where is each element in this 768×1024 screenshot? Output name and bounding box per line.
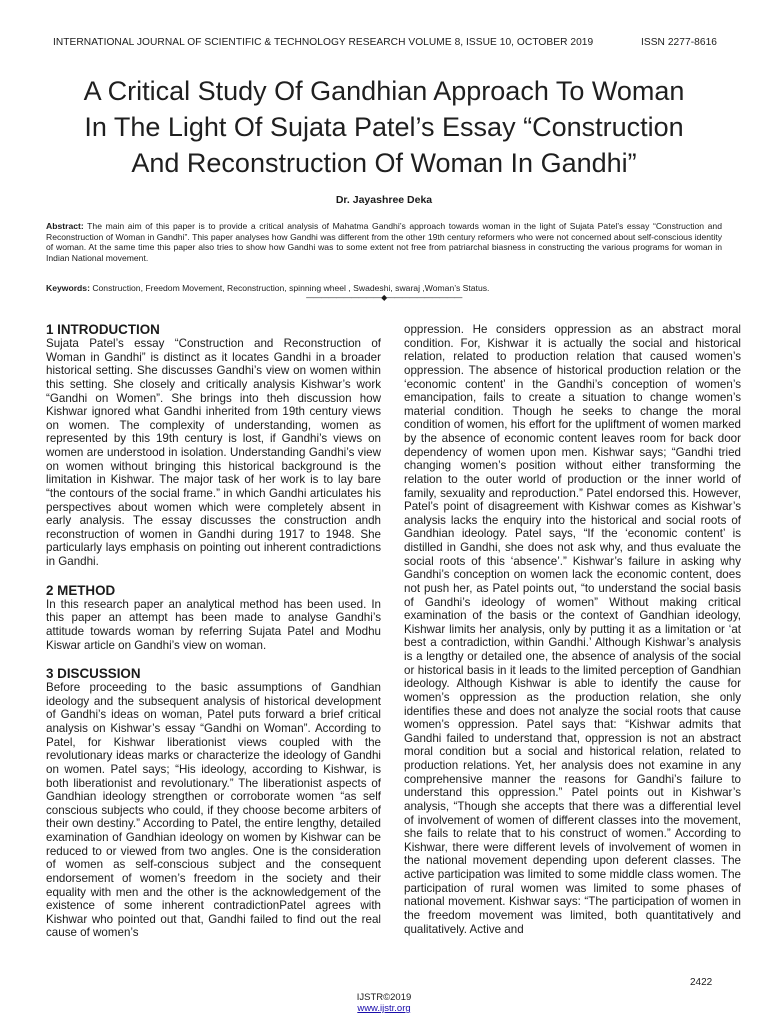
left-column <box>46 322 381 940</box>
introduction-heading: 1 INTRODUCTION <box>46 322 160 337</box>
paper-title <box>40 73 728 181</box>
title-line-2: In The Light Of Sujata Patel’s Essay “Construction <box>84 112 684 142</box>
keywords-text: Construction, Freedom Movement, Reconstruction, spinning wheel , Swadeshi, swaraj ,Woman’s Status. <box>89 283 490 293</box>
keywords-label: Keywords: <box>46 283 90 293</box>
discussion-text: Before proceeding to the basic assumptions of Gandhian ideology and the subsequent analysis of historical development of Gandhi’s ideas on woman, Patel puts forward a brief critical analysis on Kishwar’s essay “Gandhi on Woman”. According to Patel, for Kishwar liberationist views coupled with the revolutionary ideas marks or characterize the ideology of Gandhi on women. Patel says; “His ideology, according to Kishwar, is both liberationist and revolutionary.” The liberationist aspects of Gandhian ideology strengthen or corroborate women “as self conscious subjects who could, if they choose become arbiters of their own destiny.” According to Patel, the entire lengthy, detailed examination of Gandhian ideology on women by Kishwar can be reduced to or viewed from two angles. One is the consideration of women as self-conscious subject and the consequent endorsement of women’s freedom in the society and their equality with men and the other is the acknowledgement of the existence of some inherent contradictionPatel agrees with Kishwar who pointed out that, Gandhi failed to find out the real cause of women’s <box>46 681 381 940</box>
issn-label: ISSN 2277-8616 <box>640 37 717 48</box>
abstract-text: The main aim of this paper is to provide a critical analysis of Mahatma Gandhi’s approach towards woman in the light of Sujata Patel’s essay “Construction and Reconstruction of Woman in Gandhi”. This paper analyses how Gandhi was different from the other 19th century reformers who were not concerned about self-conscious identity of woman. At the same time this paper also tries to show how Gandhi was to some extent not free from patriarchal biasness in constructing the various programs for woman in Indian National movement. <box>46 221 722 263</box>
abstract-label: Abstract: <box>46 221 84 231</box>
copyright-text: IJSTR©2019 <box>356 992 412 1003</box>
page-number: 2422 <box>690 977 713 988</box>
keywords <box>46 283 722 293</box>
abstract <box>46 221 722 263</box>
title-line-1: A Critical Study Of Gandhian Approach To Woman <box>83 76 685 106</box>
section-divider: ——————————◆—————————— <box>306 293 462 302</box>
discussion-continued-text: oppression. He considers oppression as an abstract moral condition. For, Kishwar it is actually the social and historical relation, related to production relation that caused women’s oppression. The absence of historical production relation or the ‘economic content’ in the Gandhi’s conception of women’s emancipation, fails to create a situation to change women’s material condition. Though he seeks to change the moral condition of women, his effort for the upliftment of women marked by the absence of economic content leaves room for back door dependency of women upon men. Kishwar says; “Gandhi tried changing women’s position without either transforming the relation to the outer world of production or the inner world of family, sexuality and reproduction.” Patel endorsed this. However, Patel’s point of disagreement with Kishwar comes as Kishwar’s analysis lacks the enquiry into the historical and social roots of Gandhian ideology. Patel says, “If the ‘economic content’ is distilled in Gandhi, she does not ask why, and thus evaluate the social roots of this ‘absence’.” Kishwar’s failure in asking why Gandhi’s conception on women lack the economic content, does not push her, as Patel points out, “to understand the social basis of Gandhi’s ideology of women” Without making critical examination of the basis or the context of Gandhian ideology, Kishwar limits her analysis, only by putting it as a limitation or ‘at best a contradiction, within Gandhi.’ Although Kishwar’s analysis is a lengthy or detailed one, the absence of analysis of the social or historical basis in it leads to the limited perception of Gandhian ideology. Although Kishwar is able to identify the cause for women’s oppression as the production relation, she only identifies these and does not analyze the social roots that cause women’s oppression. Patel says that: “Kishwar admits that Gandhi failed to understand that, oppression is not an abstract moral condition but a social and historical relation, related to production relations. Yet, her analysis does not examine in any comprehensive manner the reasons for Gandhi’s failure to understand this oppression.” Patel points out in Kishwar’s analysis, “Though she accepts that there was a differential level of involvement of women of different classes into the movement, she fails to relate that to his construct of women.” According to Kishwar, there were different levels of involvement of women in the national movement depending upon deferent classes. The active participation was limited to some middle class women. The participation of rural women was limited to some phases of national movement. Kishwar says: “The participation of women in the freedom movement was limited, both quantitatively and qualitatively. Active and <box>404 323 741 936</box>
introduction-text: Sujata Patel’s essay “Construction and Reconstruction of Woman in Gandhi” is distinct as it locates Gandhi in a broader historical setting. She discusses Gandhi’s view on women within this setting. She closely and critically analysis Kishwar’s work “Gandhi on Women”. She brings into theh discussion how Kishwar ignored what Gandhi inherited from 19th century views on women. The complexity of understanding, women as represented by this 19th century is lost, if Gandhi’s views on women are understood in isolation. Understanding Gandhi’s view on women without bringing this historical background is the limitation in Kishwar. The major task of her work is to lay bare “the contours of the social frame.” in which Gandhi articulates his perspectives about women which were completely absent in early analysis. The essay discusses the construction andh reconstruction of women in Gandhi during 1917 to 1948. She particularly lays emphasis on pointing out inherent contradictions in Gandhi. <box>46 337 381 568</box>
method-heading: 2 METHOD <box>46 582 116 598</box>
discussion-heading: 3 DISCUSSION <box>46 666 141 682</box>
title-line-3: And Reconstruction Of Woman In Gandhi” <box>131 148 637 178</box>
journal-link[interactable]: www.ijstr.org <box>357 1003 411 1014</box>
method-text: In this research paper an analytical method has been used. In this paper an attempt has been made to analyse Gandhi’s attitude towards woman by referring Sujata Patel and Modhu Kiswar article on Gandhi’s view on woman. <box>46 597 381 652</box>
journal-header: INTERNATIONAL JOURNAL OF SCIENTIFIC & TECHNOLOGY RESEARCH VOLUME 8, ISSUE 10, OCTOBER 2019 <box>53 37 594 48</box>
author-name: Dr. Jayashree Deka <box>335 194 433 206</box>
page-footer <box>0 992 768 1014</box>
right-column <box>404 323 741 936</box>
